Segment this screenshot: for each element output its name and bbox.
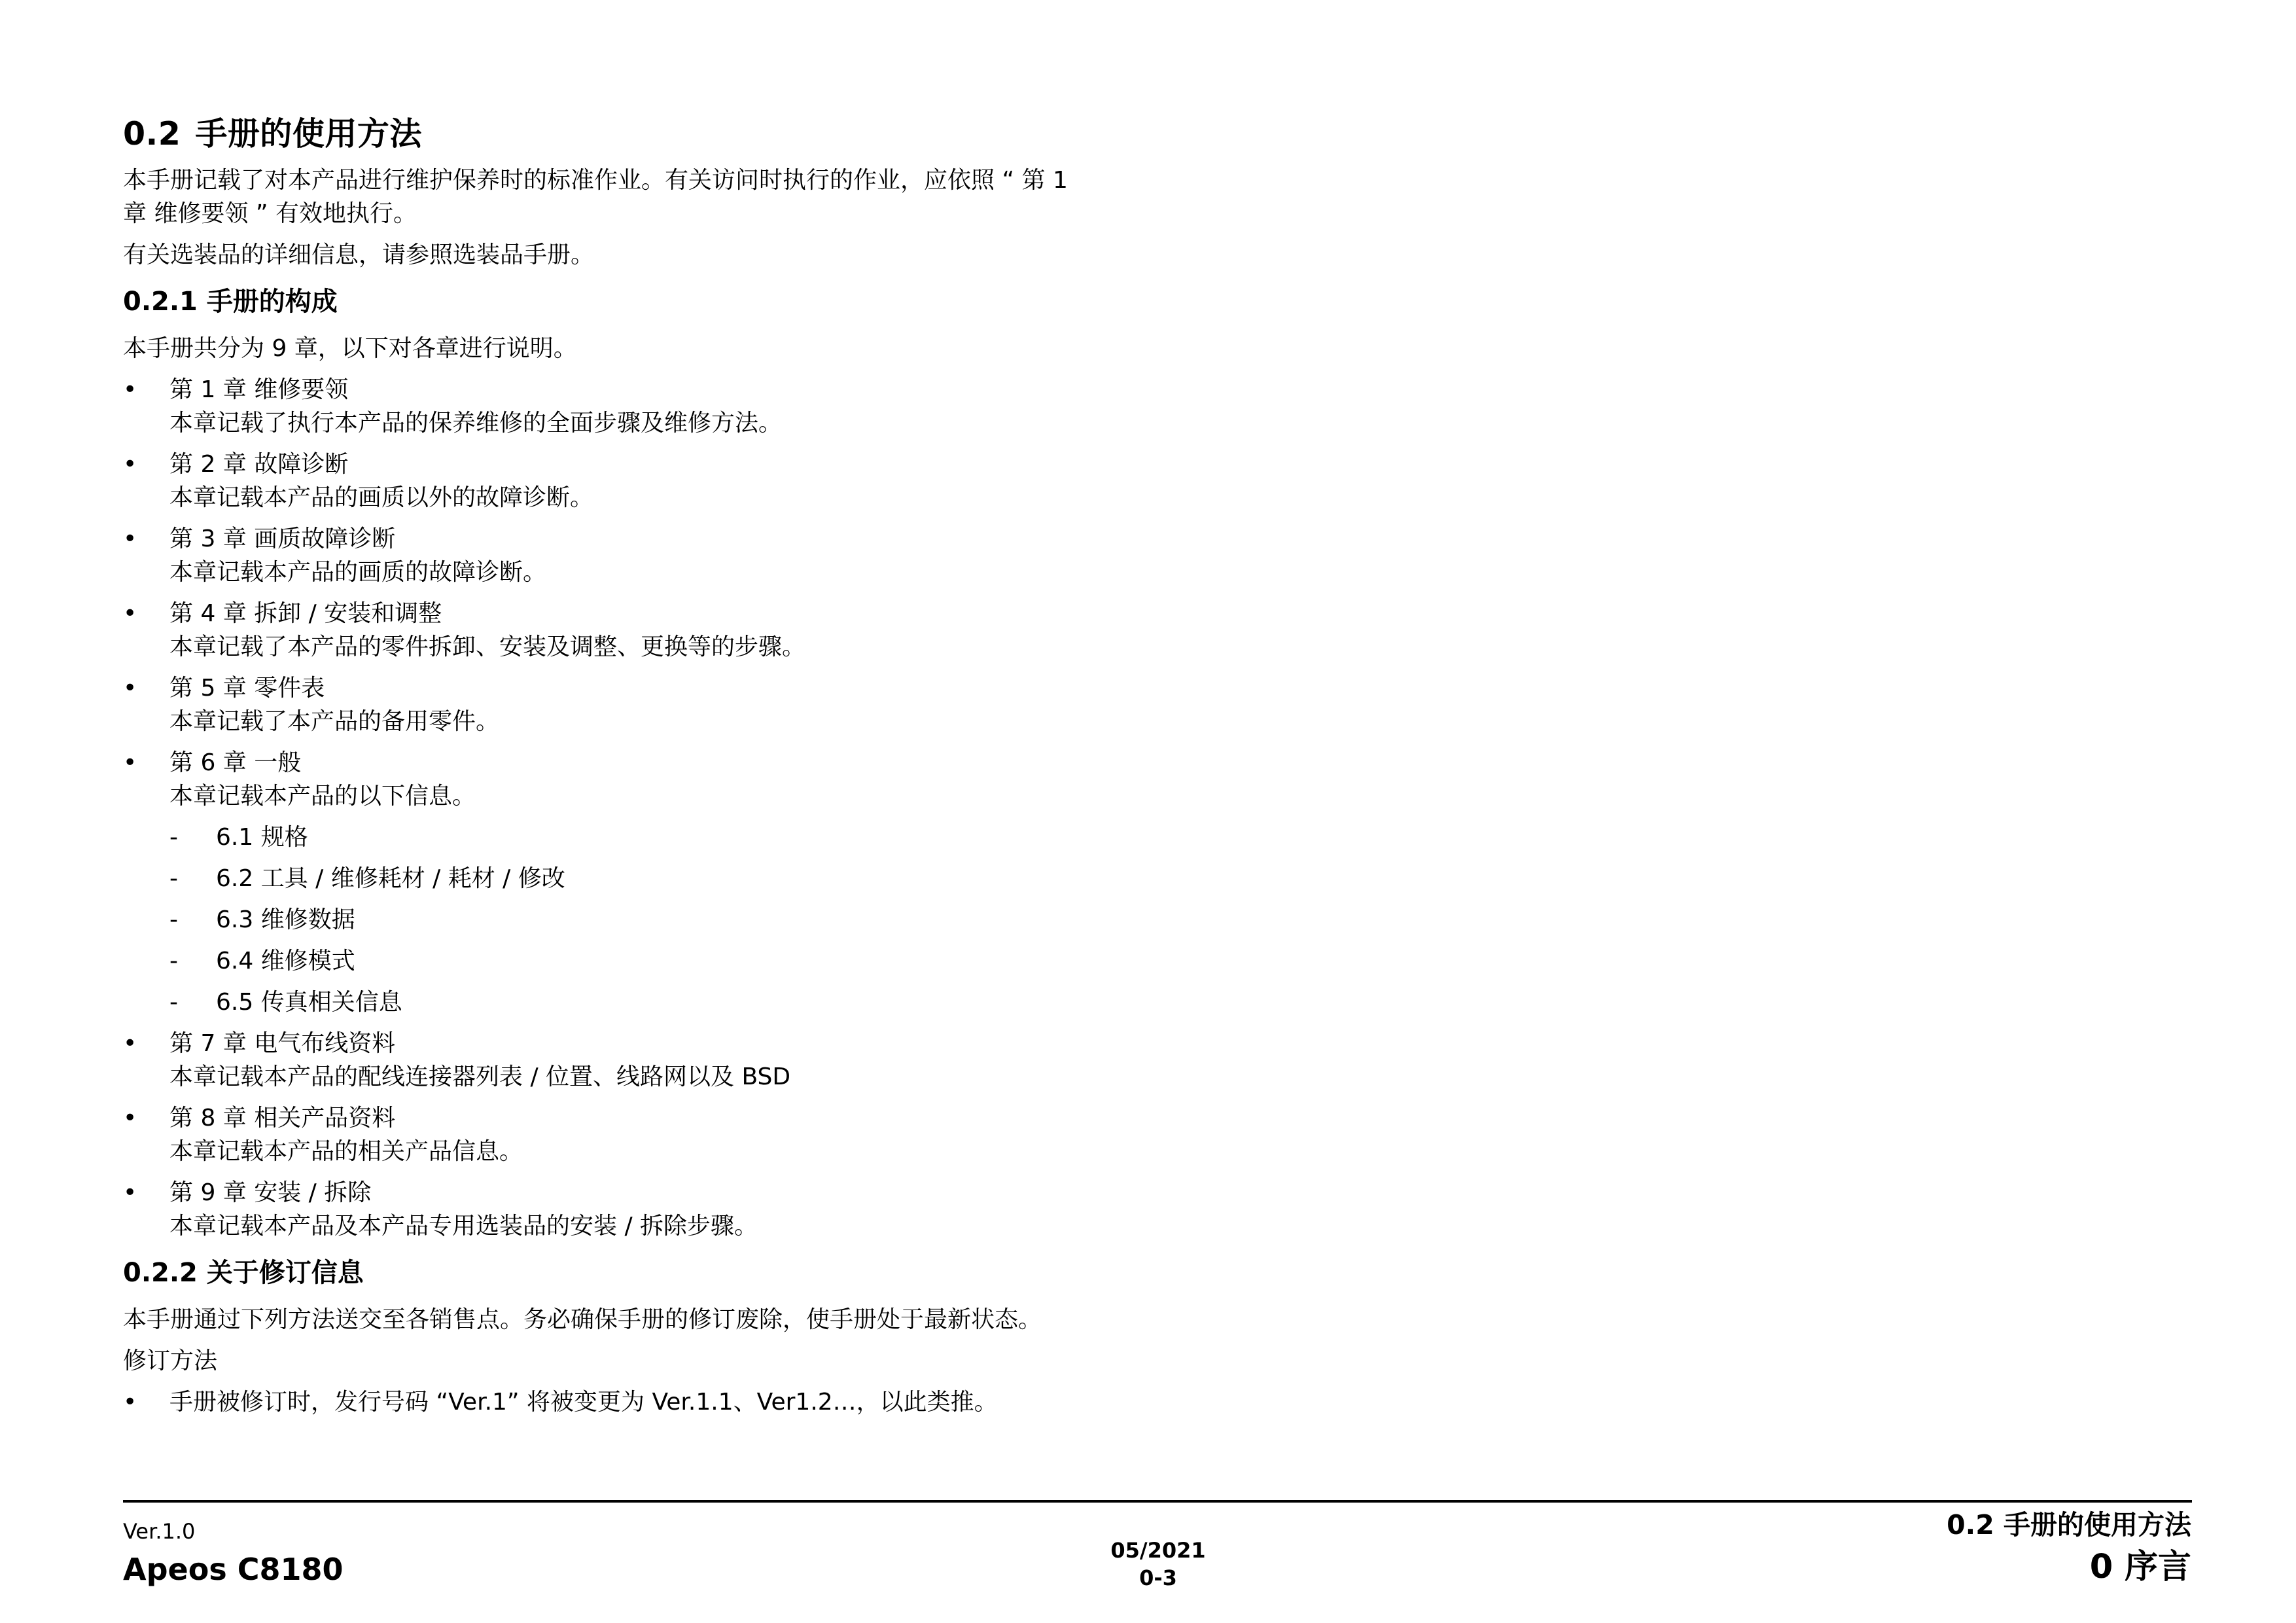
sub-list-item <box>169 821 1157 854</box>
composition-heading: 0.2.1 手册的构成 <box>123 287 338 317</box>
chapter-6-sublist <box>169 821 1157 1019</box>
list-item <box>123 1176 1157 1243</box>
chapter-title: 第 3 章 画质故障诊断 <box>169 526 396 552</box>
chapter-desc: 本章记载了本产品的零件拆卸、安装及调整、更换等的步骤。 <box>169 633 806 660</box>
section-intro-options: 有关选装品的详细信息，请参照选装品手册。 <box>123 241 595 268</box>
footer-center <box>1060 1537 1256 1592</box>
bullet: • <box>123 451 137 478</box>
sub-list-item <box>169 862 1157 895</box>
chapter-desc: 本章记载本产品的以下信息。 <box>169 783 476 810</box>
bullet: • <box>123 526 137 552</box>
chapter-title: 第 9 章 安装 / 拆除 <box>169 1179 372 1206</box>
composition-intro: 本手册共分为 9 章，以下对各章进行说明。 <box>123 335 577 362</box>
dash: - <box>169 906 178 933</box>
section-title: 手册的使用方法 <box>195 115 422 152</box>
list-item <box>123 671 1157 738</box>
bullet: • <box>123 376 137 403</box>
revision-heading: 0.2.2 关于修订信息 <box>123 1258 364 1288</box>
chapter-desc: 本章记载了执行本产品的保养维修的全面步骤及维修方法。 <box>169 410 783 437</box>
footer-model: Apeos C8180 <box>123 1552 344 1587</box>
revision-list <box>123 1385 1157 1419</box>
chapter-title: 第 2 章 故障诊断 <box>169 451 349 478</box>
page-content <box>123 111 1157 1427</box>
chapter-title: 第 4 章 拆卸 / 安装和调整 <box>169 600 442 627</box>
chapter-title: 第 7 章 电气布线资料 <box>169 1030 396 1057</box>
section-heading <box>123 111 1157 157</box>
sub-list-item <box>169 944 1157 978</box>
dash: - <box>169 948 178 974</box>
list-item <box>123 522 1157 589</box>
revision-item: 手册被修订时，发行号码 “Ver.1” 将被变更为 Ver.1.1、Ver1.2…，以此类推。 <box>169 1389 998 1416</box>
chapter-desc: 本章记载本产品的配线连接器列表 / 位置、线路网以及 BSD <box>169 1063 791 1090</box>
chapter-title: 第 8 章 相关产品资料 <box>169 1105 396 1132</box>
footer-section-title: 0.2 手册的使用方法 <box>1947 1509 2191 1541</box>
revision-text: 本手册通过下列方法送交至各销售点。务必确保手册的修订废除，使手册处于最新状态。 <box>123 1306 1042 1333</box>
footer-chapter-title: 0 序言 <box>2089 1548 2191 1586</box>
section-number: 0.2 <box>123 115 181 152</box>
footer-page-number: 0-3 <box>1139 1565 1177 1590</box>
footer-version: Ver.1.0 <box>123 1519 196 1544</box>
footer-right <box>1947 1505 2191 1590</box>
list-item <box>123 373 1157 440</box>
list-item <box>123 448 1157 514</box>
bullet: • <box>123 1030 137 1057</box>
footer-date: 05/2021 <box>1110 1538 1206 1563</box>
bullet: • <box>123 749 137 776</box>
bullet: • <box>123 1105 137 1132</box>
list-item <box>123 746 1157 1019</box>
chapter-desc: 本章记载本产品的相关产品信息。 <box>169 1138 523 1165</box>
dash: - <box>169 865 178 892</box>
chapter-title: 第 1 章 维修要领 <box>169 376 349 403</box>
sub-list-item <box>169 986 1157 1019</box>
intro-line-1: 本手册记载了对本产品进行维护保养时的标准作业。有关访问时执行的作业，应依照 “ 第 1 <box>123 167 1068 194</box>
section-intro <box>123 164 1157 230</box>
list-item <box>123 1027 1157 1094</box>
chapter-title: 第 6 章 一般 <box>169 749 302 776</box>
chapter-list <box>123 373 1157 1243</box>
revision-method-label: 修订方法 <box>123 1347 218 1374</box>
sub-item-label: 6.5 传真相关信息 <box>216 989 402 1016</box>
bullet: • <box>123 1389 137 1416</box>
dash: - <box>169 824 178 851</box>
chapter-desc: 本章记载本产品及本产品专用选装品的安装 / 拆除步骤。 <box>169 1213 758 1240</box>
sub-item-label: 6.4 维修模式 <box>216 948 355 974</box>
sub-item-label: 6.3 维修数据 <box>216 906 355 933</box>
chapter-desc: 本章记载本产品的画质的故障诊断。 <box>169 559 547 586</box>
sub-item-label: 6.1 规格 <box>216 824 308 851</box>
bullet: • <box>123 1179 137 1206</box>
intro-line-2: 章 维修要领 ” 有效地执行。 <box>123 200 417 227</box>
list-item <box>123 597 1157 664</box>
footer-divider <box>123 1500 2192 1503</box>
sub-list-item <box>169 903 1157 936</box>
bullet: • <box>123 600 137 627</box>
list-item <box>123 1101 1157 1168</box>
bullet: • <box>123 675 137 702</box>
chapter-desc: 本章记载了本产品的备用零件。 <box>169 708 500 735</box>
chapter-desc: 本章记载本产品的画质以外的故障诊断。 <box>169 484 594 511</box>
chapter-title: 第 5 章 零件表 <box>169 675 325 702</box>
sub-item-label: 6.2 工具 / 维修耗材 / 耗材 / 修改 <box>216 865 565 892</box>
list-item <box>123 1385 1157 1419</box>
dash: - <box>169 989 178 1016</box>
